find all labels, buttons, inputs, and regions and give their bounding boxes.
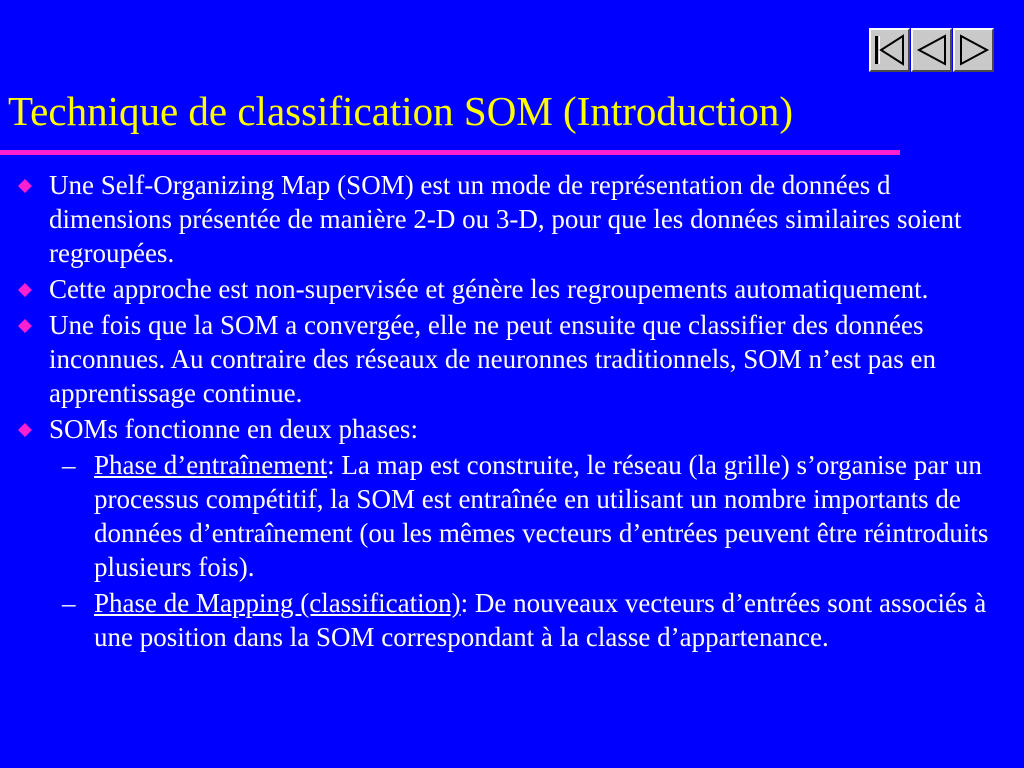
sub-bullet-text: : De nouveaux vecteurs d’entrées sont associés à une position dans la SOM correspondant à la classe d’appartenance. [94, 588, 987, 652]
bullet-text: SOMs fonctionne en deux phases: [49, 414, 418, 444]
sub-bullet-term: Phase de Mapping (classification) [94, 588, 461, 618]
diamond-bullet-icon [18, 423, 32, 437]
first-slide-button[interactable] [869, 28, 910, 72]
bullet-item [10, 412, 1020, 446]
slide-content [10, 168, 1020, 656]
diamond-bullet-icon [18, 179, 32, 193]
sub-bullet-text: : La map est construite, le réseau (la grille) s’organise par un processus compétitif, la SOM est entraînée en utilisant un nombre importants de données d’entraînement (ou les mêmes vecteurs d’entrées peuvent être réintroduits plusieurs fois). [94, 450, 989, 582]
bullet-text: Une Self-Organizing Map (SOM) est un mode de représentation de données d dimensions présentée de manière 2-D ou 3-D, pour que les données similaires soient regroupées. [49, 170, 962, 268]
first-slide-icon [873, 33, 907, 67]
bullet-item [10, 272, 1020, 306]
bullet-text: Cette approche est non-supervisée et génère les regroupements automatiquement. [49, 274, 929, 304]
next-slide-icon [957, 33, 991, 67]
slide-navigation [869, 28, 994, 72]
sub-bullet-item [10, 448, 1020, 584]
diamond-bullet-icon [18, 283, 32, 297]
bullet-text: Une fois que la SOM a convergée, elle ne peut ensuite que classifier des données inconnues. Au contraire des réseaux de neuronnes traditionnels, SOM n’est pas en apprentissage continue. [49, 310, 937, 408]
sub-bullet-dash: – [62, 450, 76, 480]
bullet-item [10, 308, 1020, 410]
next-slide-button[interactable] [953, 28, 994, 72]
sub-bullet-term: Phase d’entraînement [94, 450, 328, 480]
previous-slide-button[interactable] [911, 28, 952, 72]
previous-slide-icon [915, 33, 949, 67]
diamond-bullet-icon [18, 319, 32, 333]
title-divider [0, 150, 900, 155]
sub-bullet-dash: – [62, 588, 76, 618]
sub-bullet-item [10, 586, 1020, 654]
bullet-item [10, 168, 1020, 270]
slide-title: Technique de classification SOM (Introduction) [8, 88, 794, 134]
